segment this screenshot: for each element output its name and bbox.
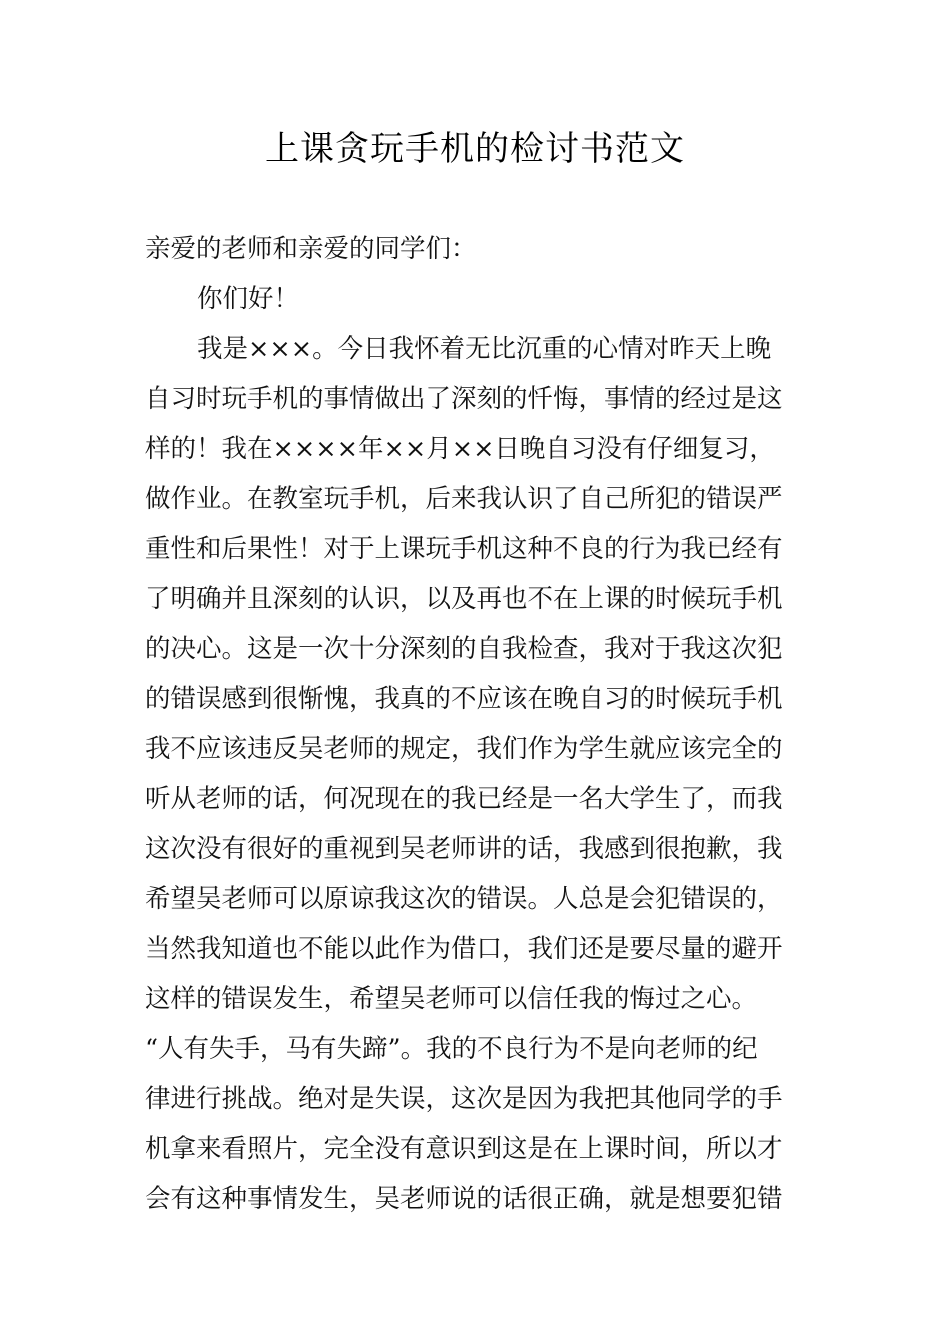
body-line: “人有失手，马有失蹄”。我的不良行为不是向老师的纪: [145, 1034, 758, 1064]
body-line: 会有这种事情发生，吴老师说的话很正确，就是想要犯错: [145, 1184, 783, 1214]
body-line: 的错误感到很惭愧，我真的不应该在晚自习的时候玩手机: [145, 684, 783, 714]
body-line: 当然我知道也不能以此作为借口，我们还是要尽量的避开: [145, 934, 783, 964]
body-line: 样的！我在××××年××月××日晚自习没有仔细复习，: [145, 434, 775, 464]
body-line-salutation: 亲爱的老师和亲爱的同学们：: [145, 234, 477, 264]
body-line: 这次没有很好的重视到吴老师讲的话，我感到很抱歉，我: [145, 834, 783, 864]
body-line: 听从老师的话，何况现在的我已经是一名大学生了，而我: [145, 784, 783, 814]
body-line: 希望吴老师可以原谅我这次的错误。人总是会犯错误的，: [145, 884, 783, 914]
body-line: 的决心。这是一次十分深刻的自我检查，我对于我这次犯: [145, 634, 783, 664]
body-line: 律进行挑战。绝对是失误，这次是因为我把其他同学的手: [145, 1084, 783, 1114]
body-line: 了明确并且深刻的认识，以及再也不在上课的时候玩手机: [145, 584, 783, 614]
body-line-greeting: 你们好！: [197, 284, 300, 314]
body-line: 我不应该违反吴老师的规定，我们作为学生就应该完全的: [145, 734, 783, 764]
body-line: 我是×××。今日我怀着无比沉重的心情对昨天上晚: [197, 334, 772, 364]
body-line: 做作业。在教室玩手机，后来我认识了自己所犯的错误严: [145, 484, 783, 514]
body-line: 重性和后果性！对于上课玩手机这种不良的行为我已经有: [145, 534, 783, 564]
body-line: 机拿来看照片，完全没有意识到这是在上课时间，所以才: [145, 1134, 783, 1164]
body-line: 这样的错误发生，希望吴老师可以信任我的悔过之心。: [145, 984, 758, 1014]
document-title: 上课贪玩手机的检讨书范文: [265, 129, 685, 169]
body-line: 自习时玩手机的事情做出了深刻的忏悔，事情的经过是这: [145, 384, 783, 414]
